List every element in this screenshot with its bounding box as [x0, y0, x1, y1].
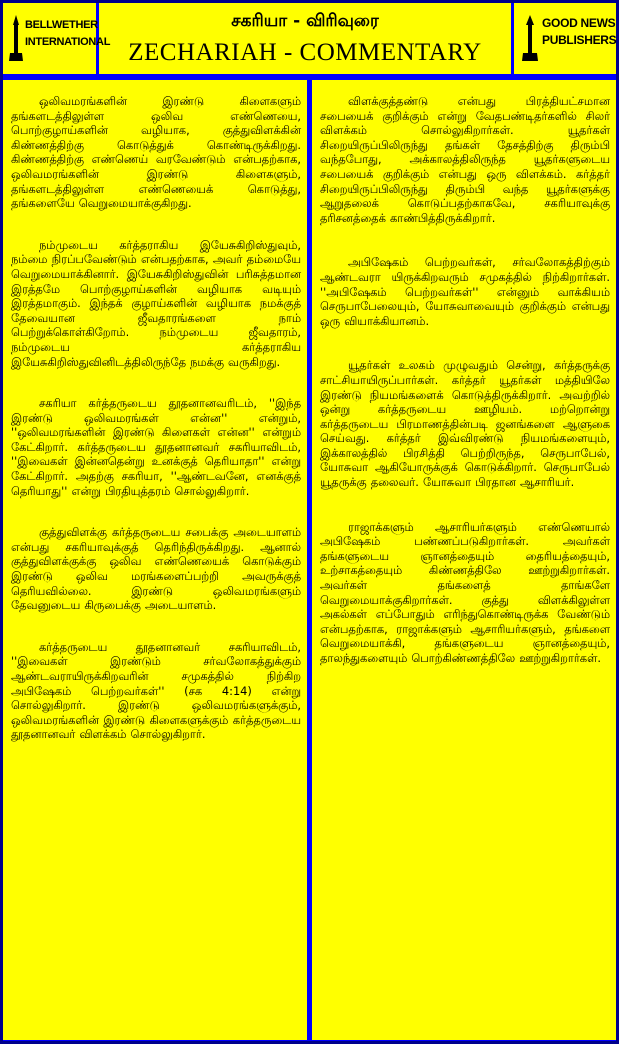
left-column: [3, 80, 307, 1040]
right-column: [312, 80, 616, 1040]
lamp-stand-icon: [9, 15, 23, 61]
paragraph: அபிஷேகம் பெற்றவர்கள், சர்வலோகத்திற்கும் ஆண்டவரா யிருக்கிறவரும் சமுகத்தில் நிற்கிறார்கள். ''அபிஷேகம் பெற்றவர்கள்'' என்னும் வாக்கியம் செருபாபேலையும், யோசுவாவையும் குறிக்கும் என்பது ஒரு வியாக்கியானம்.: [320, 255, 610, 328]
title-tamil: சகரியா - விரிவுரை: [231, 11, 379, 31]
left-logo: [3, 3, 111, 74]
paragraph: நம்முடைய கர்த்தராகிய இயேசுகிறிஸ்துவும், நம்மை நிரப்பவேண்டும் என்பதற்காக, அவர் தம்மையே வெறுமையாக்கினார். இயேசுகிறிஸ்துவின் பரிசுத்தமான இரத்தமே பொற்குழாய்களின் வழியாக வடியும் இரத்தமாகும். இந்தக் குழாய்களின் வழியாக நமக்குத் தேவையான ஜீவதாரங்களை நாம் பெற்றுக்கொள்கிறோம். நம்முடைய ஜீவதாரம், நம்முடைய கர்த்தராகிய இயேசுகிறிஸ்துவினிடத்திலிருந்தே நமக்கு வருகிறது.: [11, 237, 301, 369]
paragraph: ராஜாக்களும் ஆசாரியர்களும் எண்ணெயால் அபிஷேகம் பண்ணப்படுகிறார்கள். அவர்கள் தங்களுடைய ஞானத்தையும் தைரியத்தையும், உற்சாகத்தையும் கிண்ணத்திலே ஊற்றுகிறார்கள். அவர்கள் தங்களைத் தாங்களே வெறுமையாக்குகிறார்கள். குத்து விளக்கிலுள்ள அகல்கள் எப்போதும் எரிந்துகொண்டிருக்க வேண்டும் என்பதற்காக, ராஜாக்களும் ஆசாரியர்களும், தங்களை வெறுமையாக்கி, தங்களுடைய ஞானத்தையும், தாலந்துகளையும் பொற்கிண்ணத்திலே ஊற்றுகிறார்கள்.: [320, 519, 610, 665]
lamp-stand-icon: [522, 15, 538, 61]
right-logo: [511, 3, 616, 74]
paragraph: விளக்குத்தண்டு என்பது பிரத்தியட்சமான சபையைக் குறிக்கும் என்று வேதபண்டிதர்களில் சிலர் விளக்கம் சொல்லுகிறார்கள். யூதர்கள் சிறையிருப்பிலிருந்து தங்கள் தேசத்திற்கு திரும்பி வந்தபோது, அக்காலத்திலிருந்த யூதர்களுடைய சபையைக் குறிக்கும் என்பது ஒரு விளக்கம். கர்த்தர் சிறையிருப்பிலிருந்து திரும்பி வந்த யூதர்களுக்கு ஆறுதலைக் கொடுப்பதற்காகவே, சகரியாவுக்கு தரிசனத்தைக் காண்பித்திருக்கிறார்.: [320, 94, 610, 225]
paragraph: சகரியா கர்த்தருடைய தூதனானவரிடம், ''இந்த இரண்டு ஒலிவமரங்கள் என்ன'' என்றும், ''ஒலிவமரங்களின் இரண்டு கிளைகள் என்ன'' என்றும் கேட்கிறார். கர்த்தருடைய தூதனானவர் சகரியாவிடம், ''இவைகள் இன்னதென்று உனக்குத் தெரியாதா'' என்று கேட்கிறார். அதற்கு சகரியா, ''ஆண்டவனே, எனக்குத் தெரியாது'' என்று பிரதியுத்தரம் சொல்லுகிறார்.: [11, 396, 301, 498]
paragraph: யூதர்கள் உலகம் முழுவதும் சென்று, கர்த்தருக்கு சாட்சியாயிருப்பார்கள். கர்த்தர் யூதர்கள் மத்தியிலே இரண்டு நியமங்களைக் கொடுத்திருக்கிறார். அவற்றில் ஒன்று கர்த்தருடைய ஊழியம். மற்றொன்று கர்த்தருடைய பிரமாணத்தின்படி ஜனங்களை ஆளுகை செய்வது. கர்த்தர் இவ்விரண்டு நியமங்களையும், இக்காலத்தில் பிரசித்தி பெற்றிருந்த, செருபாபேல், யோசுவா ஆகியோருக்குக் கொடுக்கிறார். செருபாபேல் யூதருக்கு தலைவர். யோசுவா பிரதான ஆசாரியர்.: [320, 358, 610, 490]
paragraph: குத்துவிளக்கு கர்த்தருடைய சபைக்கு அடையாளம் என்பது சகரியாவுக்குத் தெரிந்திருக்கிறது. ஆனால் குத்துவிளக்குக்கு ஒலிவ எண்ணெயைக் கொடுக்கும் இரண்டு ஒலிவ மரங்களைப்பற்றி அவருக்குத் தெரியவில்லை. இரண்டு ஒலிவமரங்களும் தேவனுடைய கிருபைக்கு அடையாளம்.: [11, 525, 301, 613]
right-logo-text: GOOD NEWS PUBLISHERS: [542, 16, 617, 47]
paragraph: ஒலிவமரங்களின் இரண்டு கிளைகளும் தங்களடத்திலுள்ள ஒலிவ எண்ணெயை, பொற்குழாய்களின் வழியாக, குத்துவிளக்கின் கிண்ணத்திற்கு கொடுத்துக் கொண்டிருக்கிறது. கிண்ணத்திற்கு எண்ணெய் வரவேண்டும் என்பதற்காக, ஒலிவமரங்களின் இரண்டு கிளைகளும், தங்களடத்திலுள்ள எண்ணெயைக் கொடுத்து, தங்களையே வெறுமையாக்குகிறது.: [11, 94, 301, 211]
left-logo-text: BELLWETHER INTERNATIONAL: [25, 19, 111, 48]
title-area: [99, 3, 511, 74]
paragraph: கர்த்தருடைய தூதனானவர் சகரியாவிடம், ''இவைகள் இரண்டும் சர்வலோகத்துக்கும் ஆண்டவராயிருக்கிறவரின் சமுகத்தில் நிற்கிற அபிஷேகம் பெற்றவர்கள்'' (சக 4:14) என்று சொல்லுகிறார். இரண்டு ஒலிவமரங்களுக்கும், ஒலிவமரங்களின் இரண்டு கிளைகளுக்கும் கர்த்தருடைய தூதனானவர் விளக்கம் சொல்லுகிறார்.: [11, 639, 301, 742]
title-english: ZECHARIAH - COMMENTARY: [128, 39, 482, 66]
